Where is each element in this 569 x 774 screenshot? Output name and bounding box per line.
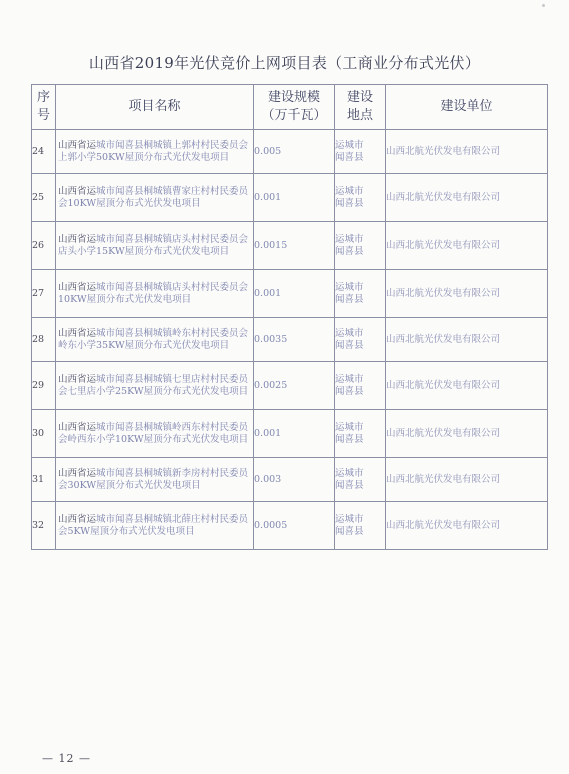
cell-no: 28: [32, 318, 56, 362]
cell-scale: 0.0005: [254, 502, 335, 550]
cell-no: 30: [32, 410, 56, 458]
cell-project-name: [56, 502, 254, 550]
cell-scale: 0.003: [254, 458, 335, 502]
cell-project-name: [56, 130, 254, 174]
cell-location: [335, 318, 386, 362]
name-rest: 城市闻喜县桐城镇新李房村村民委员会30KW屋顶分布式光伏发电项目: [58, 467, 249, 491]
header-location: 建设 地点: [335, 85, 386, 130]
location-city: 运城市: [335, 327, 364, 339]
cell-unit: 山西北航光伏发电有限公司: [386, 362, 548, 410]
header-row: [32, 85, 548, 130]
name-prefix: 山西省运: [58, 513, 97, 525]
cell-no: 32: [32, 502, 56, 550]
location-city: 运城市: [335, 373, 364, 385]
cell-unit: 山西北航光伏发电有限公司: [386, 174, 548, 222]
cell-project-name: [56, 270, 254, 318]
cell-no: 24: [32, 130, 56, 174]
page-number: — 12 —: [42, 752, 91, 765]
cell-location: [335, 502, 386, 550]
page-title: 山西省2019年光伏竞价上网项目表（工商业分布式光伏）: [88, 54, 481, 72]
cell-scale: 0.0025: [254, 362, 335, 410]
cell-no: 31: [32, 458, 56, 502]
location-city: 运城市: [335, 513, 364, 525]
location-county: 闻喜县: [335, 479, 364, 491]
cell-location: [335, 362, 386, 410]
cell-unit: 山西北航光伏发电有限公司: [386, 270, 548, 318]
table-row: [32, 222, 548, 270]
name-rest: 城市闻喜县桐城镇店头村村民委员会店头小学15KW屋顶分布式光伏发电项目: [58, 233, 249, 257]
table-row: [32, 502, 548, 550]
location-city: 运城市: [335, 185, 364, 197]
cell-location: [335, 270, 386, 318]
cell-location: [335, 410, 386, 458]
name-rest: 城市闻喜县桐城镇北薛庄村村民委员会5KW屋顶分布式光伏发电项目: [58, 513, 249, 537]
cell-scale: 0.0015: [254, 222, 335, 270]
scan-speck: [542, 4, 545, 7]
name-prefix: 山西省运: [58, 185, 97, 197]
location-city: 运城市: [335, 139, 364, 151]
cell-project-name: [56, 458, 254, 502]
location-county: 闻喜县: [335, 525, 364, 537]
table-row: [32, 362, 548, 410]
name-rest: 城市闻喜县桐城镇七里店村村民委员会七里店小学25KW屋顶分布式光伏发电项目: [58, 373, 249, 397]
location-county: 闻喜县: [335, 385, 364, 397]
project-table: [31, 84, 548, 550]
cell-no: 25: [32, 174, 56, 222]
name-rest: 城市闻喜县桐城镇店头村村民委员会10KW屋顶分布式光伏发电项目: [58, 281, 249, 305]
cell-project-name: [56, 362, 254, 410]
header-scale: 建设规模 （万千瓦）: [254, 85, 335, 130]
cell-scale: 0.005: [254, 130, 335, 174]
table-row: [32, 458, 548, 502]
header-unit: 建设单位: [386, 85, 548, 130]
table-row: [32, 270, 548, 318]
location-city: 运城市: [335, 421, 364, 433]
cell-unit: 山西北航光伏发电有限公司: [386, 318, 548, 362]
location-county: 闻喜县: [335, 151, 364, 163]
name-prefix: 山西省运: [58, 373, 97, 385]
location-city: 运城市: [335, 467, 364, 479]
location-county: 闻喜县: [335, 245, 364, 257]
name-rest: 城市闻喜县桐城镇曹家庄村村民委员会10KW屋顶分布式光伏发电项目: [58, 185, 249, 209]
cell-project-name: [56, 318, 254, 362]
table-row: [32, 174, 548, 222]
name-rest: 城市闻喜县桐城镇上郭村村民委员会上郭小学50KW屋顶分布式光伏发电项目: [58, 139, 249, 163]
location-county: 闻喜县: [335, 293, 364, 305]
cell-location: [335, 130, 386, 174]
location-county: 闻喜县: [335, 339, 364, 351]
name-prefix: 山西省运: [58, 467, 97, 479]
cell-no: 27: [32, 270, 56, 318]
cell-unit: 山西北航光伏发电有限公司: [386, 410, 548, 458]
cell-project-name: [56, 174, 254, 222]
name-prefix: 山西省运: [58, 281, 97, 293]
cell-scale: 0.001: [254, 270, 335, 318]
cell-unit: 山西北航光伏发电有限公司: [386, 222, 548, 270]
name-prefix: 山西省运: [58, 327, 97, 339]
location-city: 运城市: [335, 281, 364, 293]
header-name: 项目名称: [56, 85, 254, 130]
cell-scale: 0.0035: [254, 318, 335, 362]
name-rest: 城市闻喜县桐城镇岭西东村村民委员会岭西东小学10KW屋顶分布式光伏发电项目: [58, 421, 249, 445]
table-row: [32, 410, 548, 458]
cell-project-name: [56, 222, 254, 270]
cell-project-name: [56, 410, 254, 458]
cell-unit: 山西北航光伏发电有限公司: [386, 502, 548, 550]
cell-scale: 0.001: [254, 410, 335, 458]
name-prefix: 山西省运: [58, 233, 97, 245]
cell-unit: 山西北航光伏发电有限公司: [386, 458, 548, 502]
cell-no: 29: [32, 362, 56, 410]
cell-no: 26: [32, 222, 56, 270]
cell-location: [335, 222, 386, 270]
header-no: 序 号: [32, 85, 56, 130]
location-county: 闻喜县: [335, 197, 364, 209]
name-rest: 城市闻喜县桐城镇岭东村村民委员会岭东小学35KW屋顶分布式光伏发电项目: [58, 327, 249, 351]
name-prefix: 山西省运: [58, 139, 97, 151]
table-row: [32, 130, 548, 174]
cell-location: [335, 174, 386, 222]
cell-scale: 0.001: [254, 174, 335, 222]
location-county: 闻喜县: [335, 433, 364, 445]
location-city: 运城市: [335, 233, 364, 245]
table-row: [32, 318, 548, 362]
cell-unit: 山西北航光伏发电有限公司: [386, 130, 548, 174]
cell-location: [335, 458, 386, 502]
name-prefix: 山西省运: [58, 421, 97, 433]
